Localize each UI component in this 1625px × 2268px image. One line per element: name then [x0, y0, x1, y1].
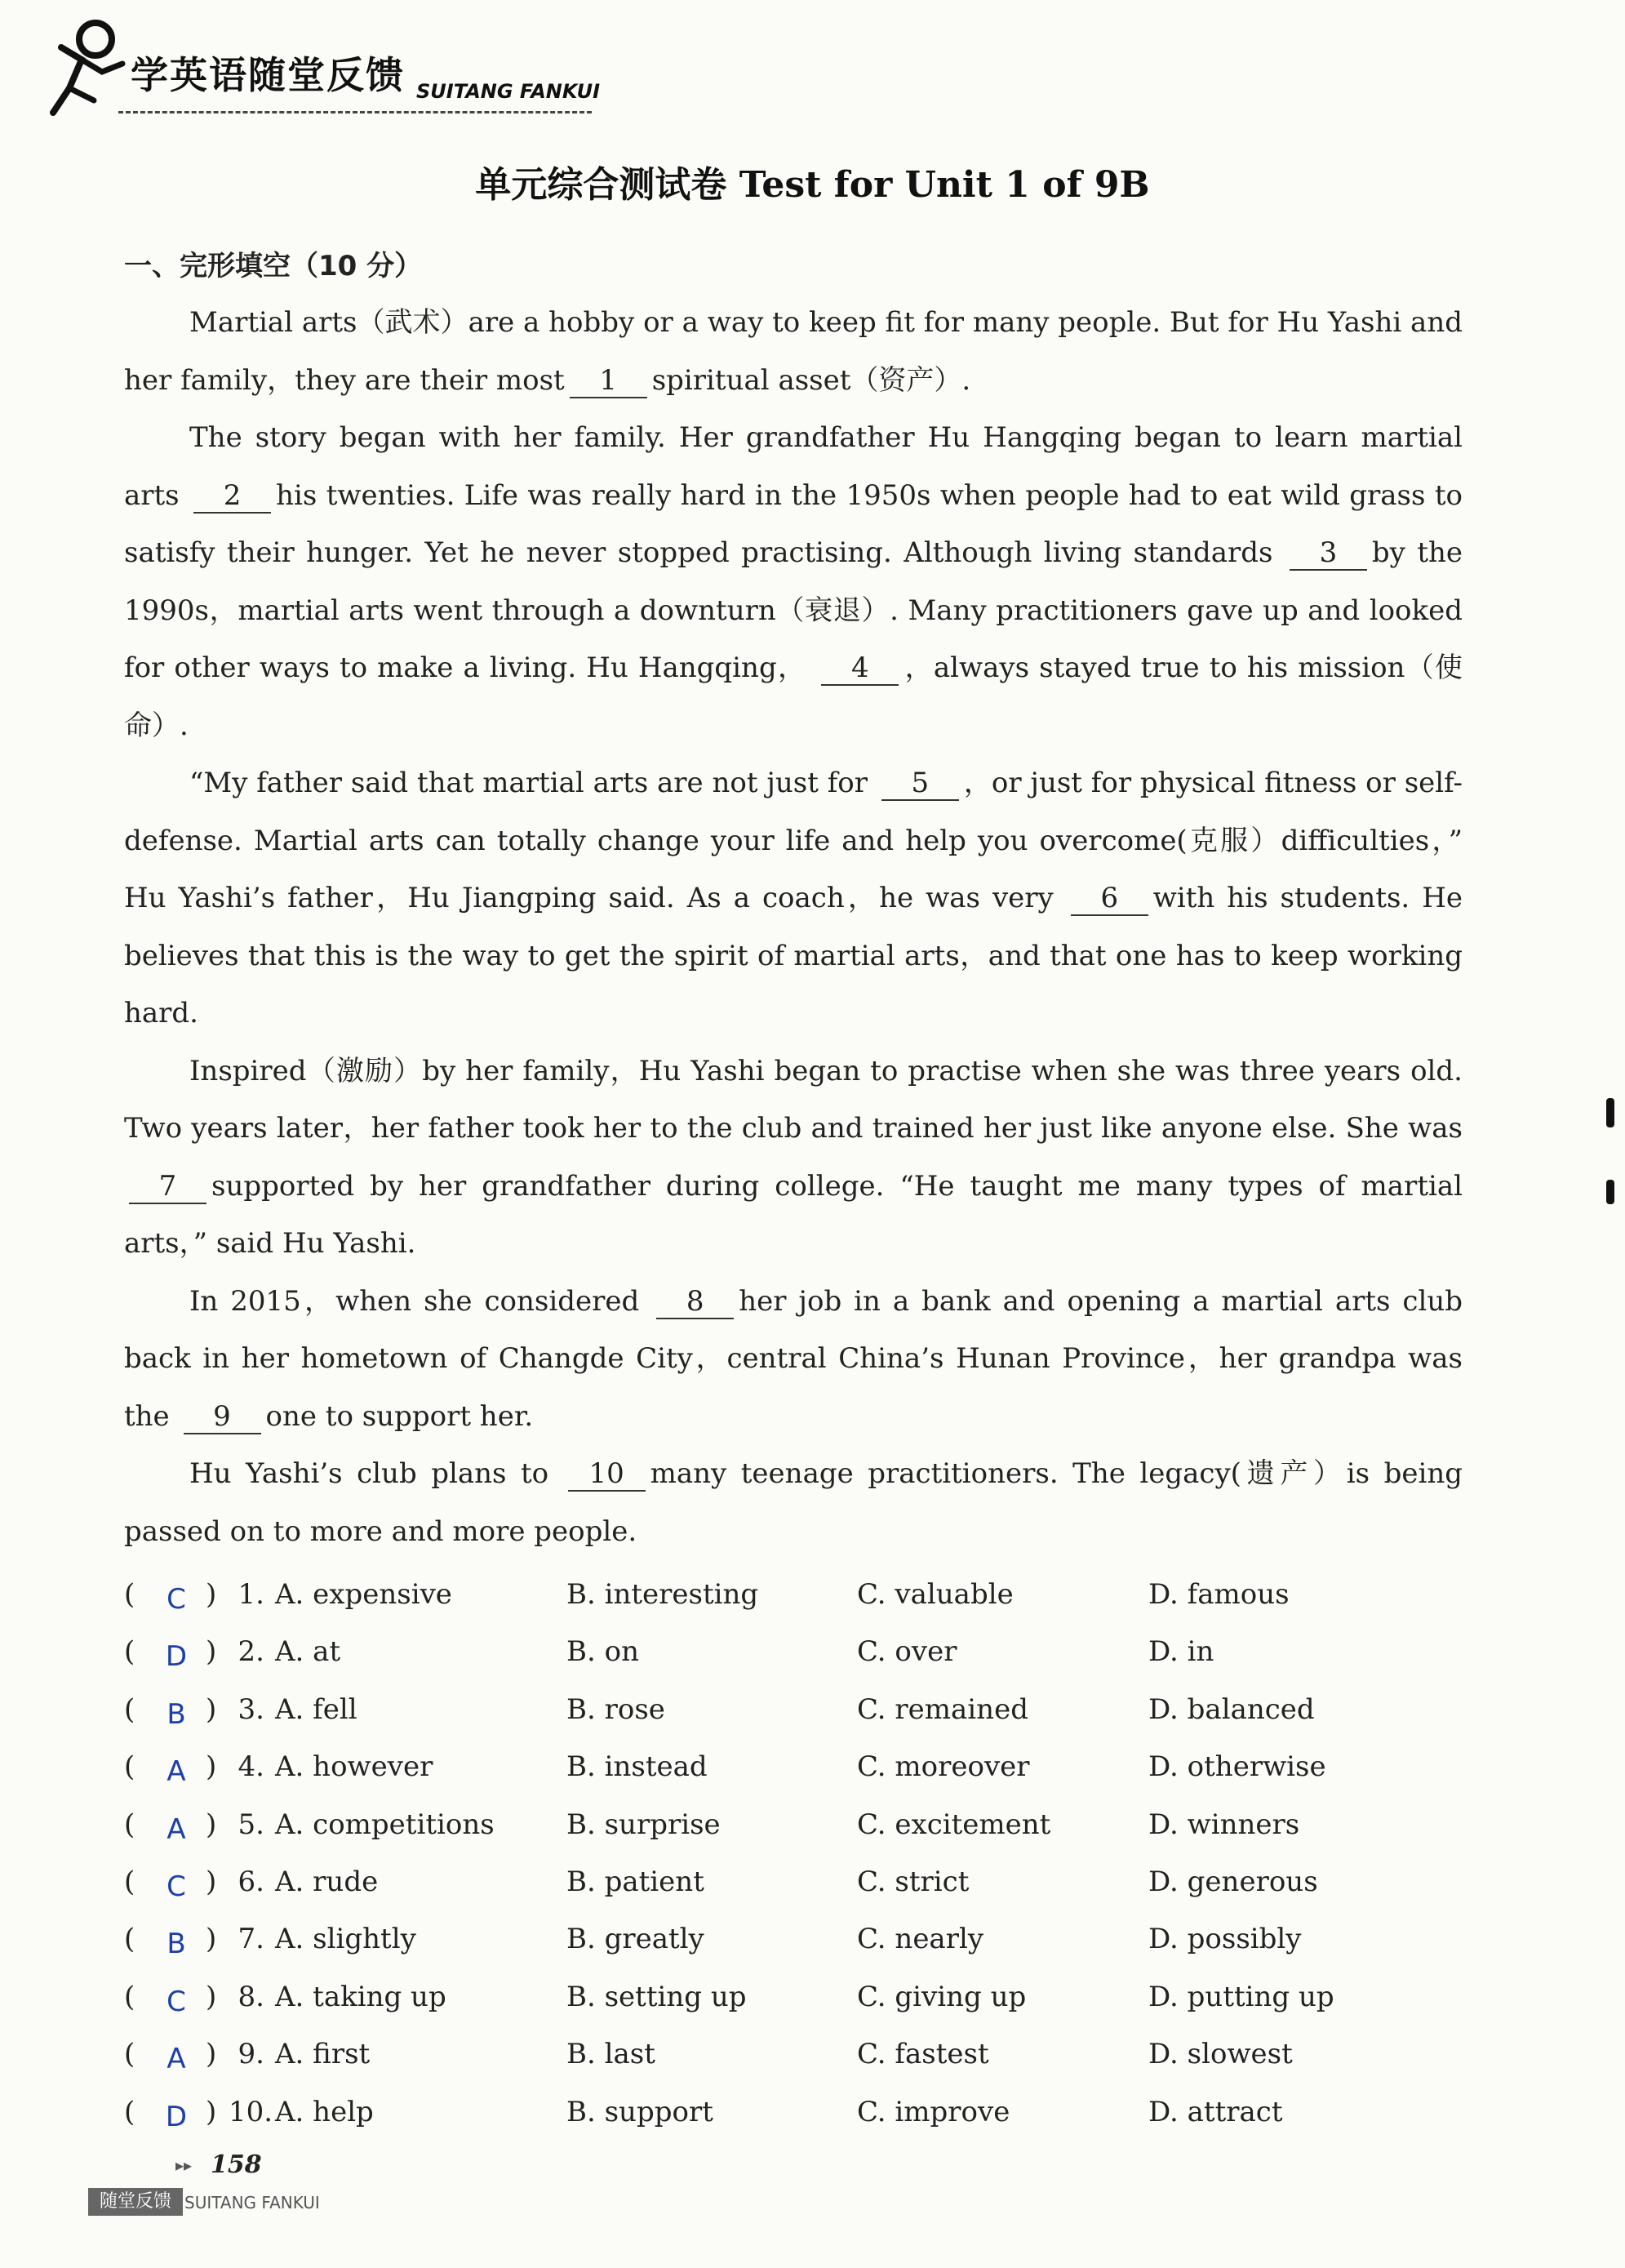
brand-title: 学英语随堂反馈 — [131, 53, 405, 97]
option-d: D. generous — [1148, 1865, 1318, 1898]
question-number: 9. — [238, 2038, 264, 2071]
option-c: C. improve — [857, 2095, 1010, 2128]
option-d: D. possibly — [1148, 1923, 1302, 1956]
passage-text: many teenage practitioners. The legacy(遗产）is being passed on to more and more people. — [124, 1457, 1463, 1548]
option-row-5: ( A ) 5. A. competitions B. surprise C. excitement D. winners — [124, 1796, 1463, 1853]
blank-2: 2 — [193, 479, 271, 514]
passage-text: one to support her. — [265, 1399, 534, 1433]
option-a: A. at — [275, 1635, 341, 1669]
option-c: C. excitement — [857, 1808, 1051, 1841]
passage-text: In 2015，when she considered — [189, 1284, 640, 1318]
option-d: D. otherwise — [1148, 1750, 1326, 1784]
option-b: B. patient — [566, 1865, 704, 1898]
option-d: D. putting up — [1148, 1980, 1334, 2013]
option-a: A. however — [275, 1750, 433, 1784]
answer-mark: A — [166, 2043, 186, 2076]
answer-mark: B — [166, 1928, 186, 1961]
option-a: A. slightly — [275, 1923, 416, 1956]
margin-mark — [1606, 1098, 1614, 1127]
option-a: A. rude — [275, 1865, 379, 1898]
option-c: C. valuable — [857, 1578, 1014, 1611]
option-a: A. fell — [275, 1692, 357, 1726]
answer-mark: C — [166, 1870, 186, 1903]
passage-text: her job in a bank and opening a martial arts club back in her hometown of Changde City，central China’s Hunan Province，her grandpa was the — [124, 1284, 1463, 1433]
option-a: A. first — [275, 2038, 371, 2071]
option-c: C. giving up — [857, 1980, 1027, 2013]
cloze-passage — [124, 294, 1463, 1560]
double-arrow-icon: ▸▸ — [175, 2155, 193, 2175]
option-b: B. instead — [566, 1750, 708, 1784]
question-number: 8. — [238, 1980, 264, 2013]
question-number: 4. — [238, 1750, 264, 1784]
option-d: D. slowest — [1148, 2038, 1293, 2071]
option-b: B. support — [566, 2095, 713, 2128]
passage-text: Hu Yashi’s club plans to — [189, 1457, 549, 1490]
section-heading: 一、完形填空（10 分） — [124, 250, 423, 282]
footer-label: 随堂反馈 — [88, 2188, 183, 2216]
option-d: D. in — [1148, 1635, 1214, 1669]
paragraph-5 — [124, 1273, 1463, 1446]
option-a: A. help — [275, 2095, 374, 2128]
page-header — [45, 15, 633, 117]
answer-mark: C — [166, 1985, 186, 2018]
passage-text: ，always stayed true to his mission（使命）. — [124, 651, 1463, 742]
option-b: B. on — [566, 1635, 639, 1669]
option-d: D. balanced — [1148, 1692, 1315, 1726]
passage-text: supported by her grandfather during college. “He taught me many types of martial arts，” said Hu Yashi. — [124, 1169, 1463, 1260]
passage-text: spiritual asset（资产）. — [651, 363, 971, 397]
blank-10: 10 — [568, 1457, 646, 1492]
option-row-6: ( C ) 6. A. rude B. patient C. strict D. generous — [124, 1853, 1463, 1910]
option-row-8: ( C ) 8. A. taking up B. setting up C. giving up D. putting up — [124, 1968, 1463, 2026]
option-c: C. strict — [857, 1865, 970, 1898]
passage-text: Inspired（激励）by her family，Hu Yashi began to practise when she was three years old. Two years later，her father took her to the club and trained her just like anyone else. She was — [124, 1054, 1463, 1145]
option-row-1: ( C ) 1. A. expensive B. interesting C. valuable D. famous — [124, 1566, 1463, 1623]
blank-1: 1 — [570, 364, 647, 398]
paragraph-3 — [124, 754, 1463, 1043]
passage-text: his twenties. Life was really hard in the 1950s when people had to eat wild grass to satisfy their hunger. Yet he never stopped practising. Although living standards — [124, 478, 1463, 569]
option-b: B. greatly — [566, 1923, 704, 1956]
paragraph-1 — [124, 294, 1463, 409]
question-number: 7. — [238, 1923, 264, 1956]
question-number: 3. — [238, 1692, 264, 1726]
option-b: B. setting up — [566, 1980, 747, 2013]
paragraph-4 — [124, 1043, 1463, 1273]
option-a: A. competitions — [275, 1808, 495, 1841]
paragraph-2 — [124, 409, 1463, 754]
question-number: 1. — [238, 1578, 264, 1611]
answer-mark: C — [166, 1583, 186, 1616]
answer-options — [124, 1566, 1463, 2141]
athlete-logo-icon — [45, 15, 135, 117]
option-a: A. expensive — [275, 1578, 452, 1611]
footer-label-en: SUITANG FANKUI — [184, 2193, 320, 2212]
answer-mark: D — [165, 2100, 188, 2133]
option-row-2: ( D ) 2. A. at B. on C. over D. in — [124, 1623, 1463, 1680]
question-number: 10. — [229, 2095, 273, 2128]
option-b: B. rose — [566, 1692, 665, 1726]
option-d: D. winners — [1148, 1808, 1300, 1841]
answer-mark: A — [166, 1812, 186, 1846]
blank-5: 5 — [881, 767, 959, 801]
brand-subtitle: SUITANG FANKUI — [416, 80, 601, 103]
option-c: C. over — [857, 1635, 957, 1669]
answer-mark: B — [166, 1697, 186, 1731]
option-b: B. interesting — [566, 1578, 759, 1611]
option-row-9: ( A ) 9. A. first B. last C. fastest D. slowest — [124, 2026, 1463, 2083]
margin-mark — [1606, 1180, 1614, 1204]
option-row-4: ( A ) 4. A. however B. instead C. moreover D. otherwise — [124, 1738, 1463, 1795]
option-a: A. taking up — [275, 1980, 446, 2013]
blank-8: 8 — [656, 1285, 734, 1319]
header-divider — [118, 111, 592, 113]
passage-text: “My father said that martial arts are not just for — [189, 767, 868, 799]
option-d: D. famous — [1148, 1578, 1290, 1611]
page-title: 单元综合测试卷 Test for Unit 1 of 9B — [475, 164, 1150, 206]
passage-text: The story began with her family. Her grandfather Hu Hangqing began to learn martial arts — [124, 421, 1463, 512]
blank-6: 6 — [1071, 882, 1148, 916]
option-row-10: ( D ) 10. A. help B. support C. improve D. attract — [124, 2083, 1463, 2141]
question-number: 2. — [238, 1635, 264, 1669]
page-number: 158 — [211, 2150, 262, 2179]
option-b: B. last — [566, 2038, 655, 2071]
passage-text: Martial arts（武术）are a hobby or a way to keep fit for many people. But for Hu Yashi and her family，they are their most — [124, 306, 1463, 397]
answer-mark: A — [166, 1755, 186, 1789]
option-b: B. surprise — [566, 1808, 721, 1841]
blank-7: 7 — [129, 1170, 206, 1204]
option-d: D. attract — [1148, 2095, 1283, 2128]
blank-9: 9 — [184, 1400, 261, 1434]
blank-3: 3 — [1290, 536, 1367, 571]
passage-text: by the 1990s，martial arts went through a downturn（衰退）. Many practitioners gave up and looked for other ways to make a living. Hu Hangqing， — [124, 536, 1463, 684]
option-c: C. remained — [857, 1692, 1028, 1726]
option-c: C. fastest — [857, 2038, 989, 2071]
option-row-7: ( B ) 7. A. slightly B. greatly C. nearly D. possibly — [124, 1910, 1463, 1968]
passage-text: with his students. He believes that this is the way to get the spirit of martial arts，and that one has to keep working hard. — [124, 882, 1463, 1029]
question-number: 5. — [238, 1808, 264, 1841]
option-c: C. moreover — [857, 1750, 1030, 1784]
option-row-3: ( B ) 3. A. fell B. rose C. remained D. balanced — [124, 1681, 1463, 1738]
paragraph-6 — [124, 1445, 1463, 1560]
question-number: 6. — [238, 1865, 264, 1898]
answer-mark: D — [165, 1640, 188, 1674]
blank-4: 4 — [821, 651, 899, 686]
passage-text: ，or just for physical fitness or self-defense. Martial arts can totally change your life and help you overcome(克服）difficulties，” Hu Yashi’s father，Hu Jiangping said. As a coach，he was very — [124, 767, 1463, 914]
option-c: C. nearly — [857, 1923, 984, 1956]
